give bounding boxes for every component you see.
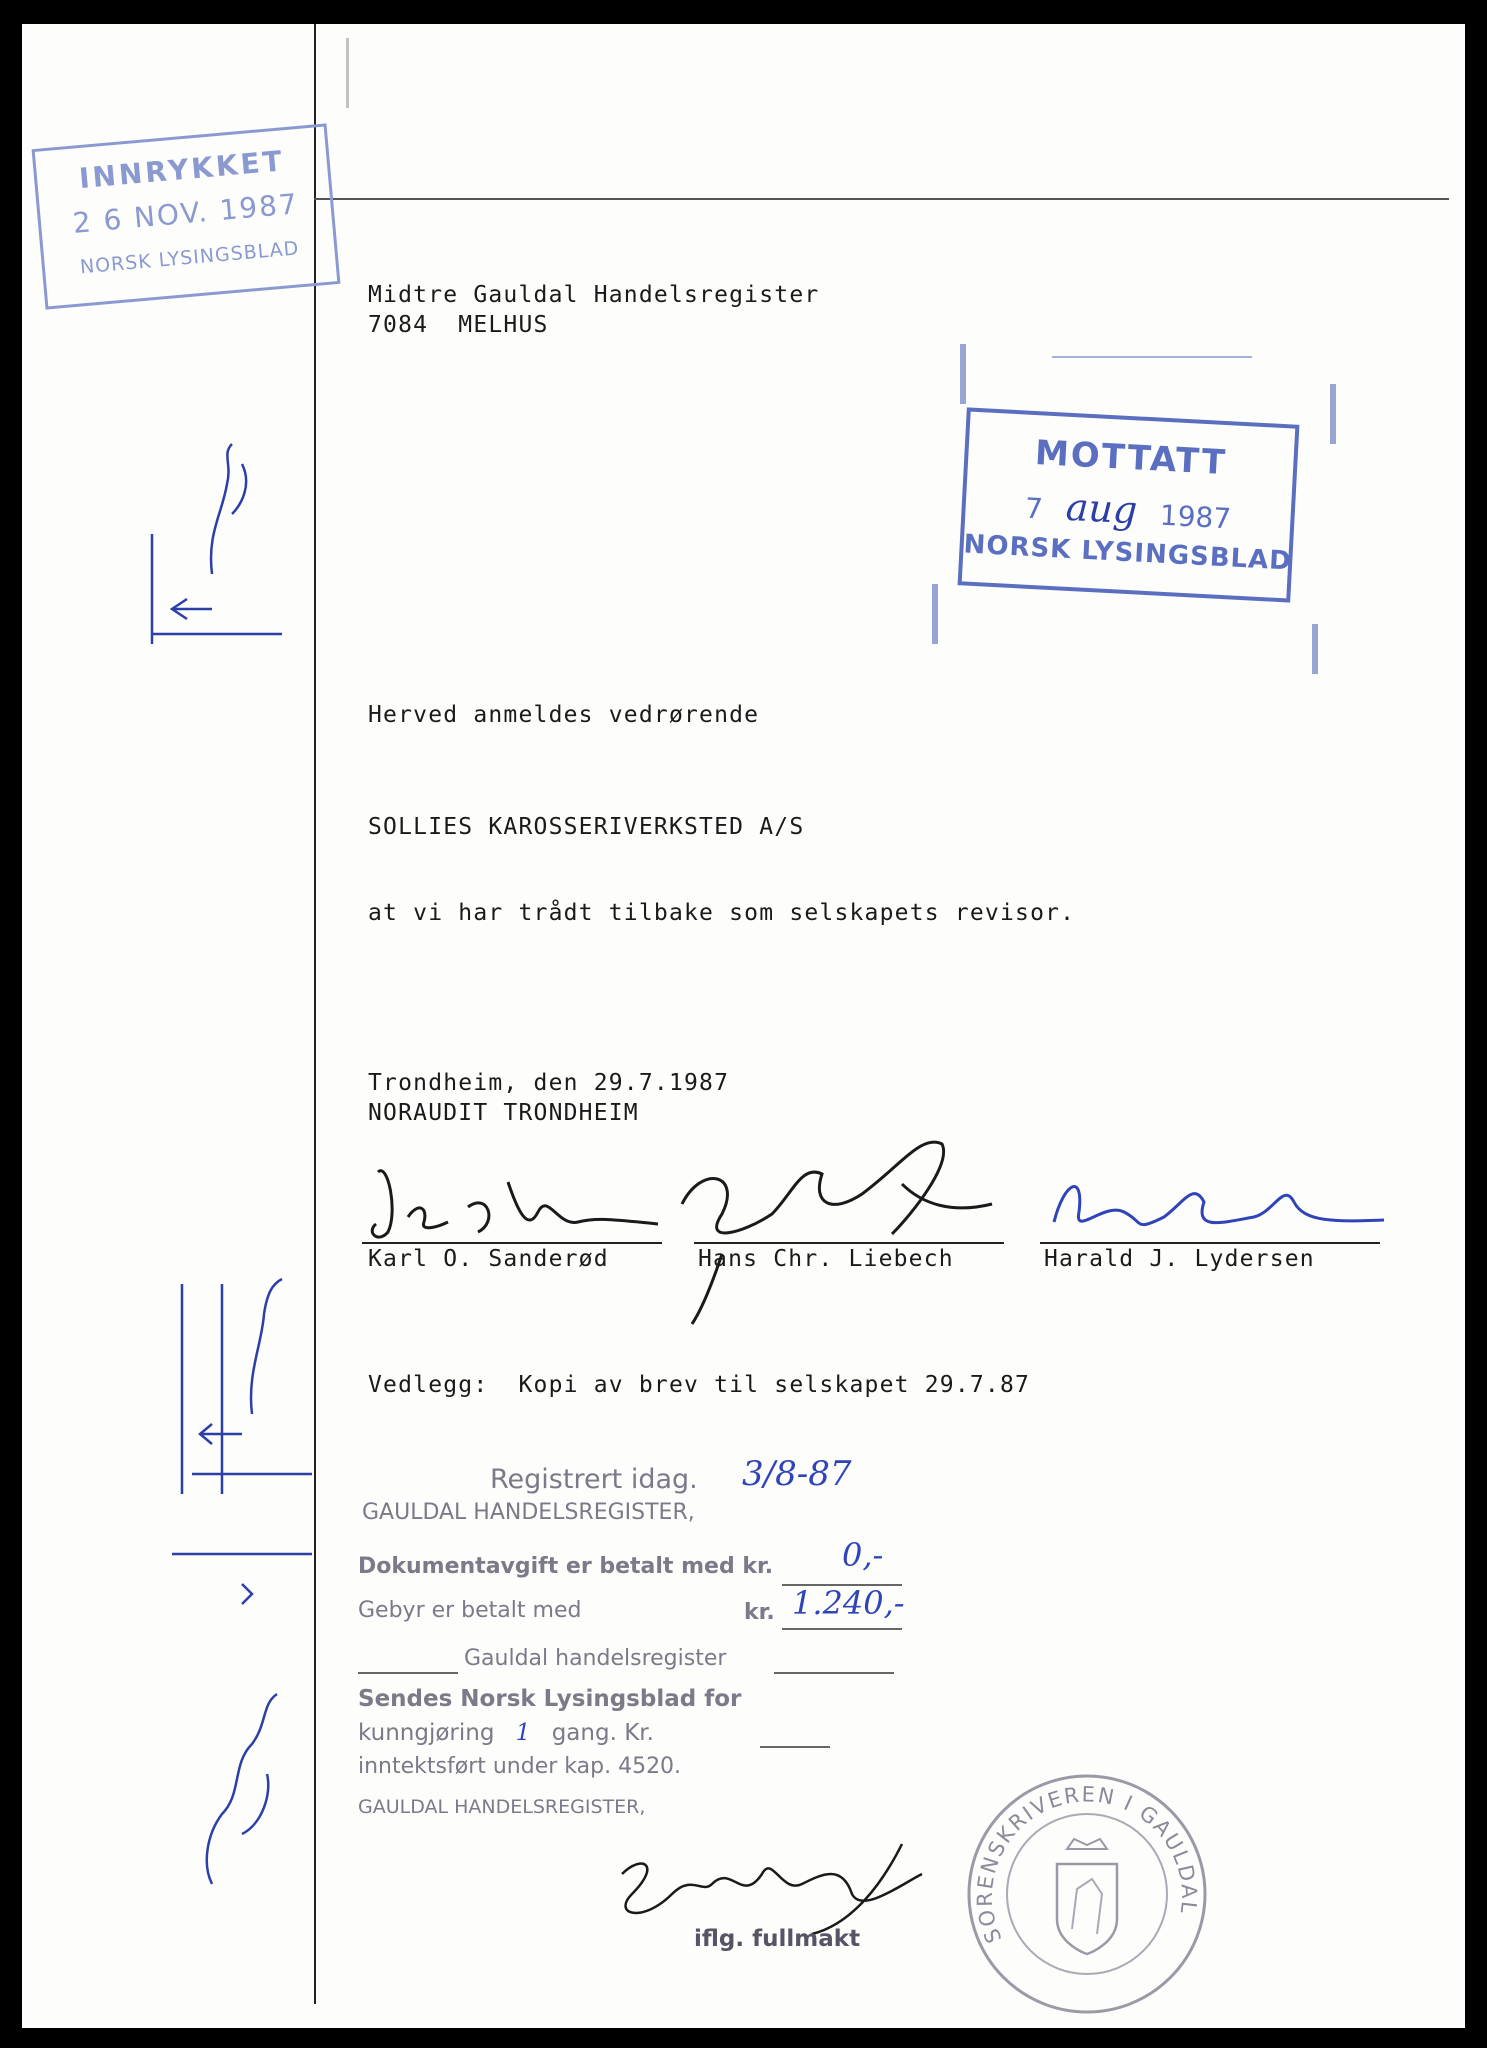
reg-register-name-2: GAULDAL HANDELSREGISTER, — [358, 1796, 646, 1818]
innrykket-stamp — [32, 123, 341, 309]
mottatt-month: aug — [1064, 484, 1139, 533]
reg-authority: iflg. fullmakt — [694, 1926, 861, 1952]
signature-sanderod — [358, 1152, 668, 1252]
scan-specks — [342, 34, 362, 124]
reg-send2 — [358, 1720, 654, 1746]
signature-lydersen — [1034, 1162, 1394, 1252]
company-name: SOLLIES KAROSSERIVERKSTED A/S — [368, 814, 805, 840]
reg-fee-kr: kr. — [744, 1600, 775, 1625]
innrykket-title: INNRYKKET — [77, 144, 287, 196]
seal-text: SORENSKRIVEREN I GAULDAL — [972, 1782, 1202, 1947]
document-page — [22, 24, 1465, 2028]
reg-fee-doc-amount: 0,- — [842, 1536, 884, 1574]
innrykket-org: NORSK LYSINGSBLAD — [79, 237, 301, 279]
signature-liebech — [662, 1124, 1022, 1334]
mottatt-org: NORSK LYSINGSBLAD — [962, 529, 1293, 577]
reg-date: 3/8-87 — [742, 1454, 852, 1494]
margin-note-4 — [182, 1684, 322, 1894]
mottatt-year: 1987 — [1159, 498, 1232, 536]
margin-note-2 — [152, 1274, 312, 1504]
reg-send1: Sendes Norsk Lysingsblad for — [358, 1686, 742, 1712]
mottatt-title: MOTTATT — [1033, 433, 1228, 484]
reg-office-line-right — [774, 1672, 894, 1674]
signatory-3: Harald J. Lydersen — [1044, 1246, 1315, 1272]
statement-text: at vi har trådt tilbake som selskapets revisor. — [368, 900, 1076, 926]
innrykket-date: 2 6 NOV. 1987 — [71, 187, 301, 240]
reg-office: Gauldal handelsregister — [464, 1646, 727, 1671]
reg-fee-amount: 1.240,- — [792, 1584, 905, 1622]
header-rule — [314, 198, 1449, 200]
reg-fee-line — [782, 1628, 902, 1630]
reg-send2-word: kunngjøring — [358, 1720, 495, 1746]
margin-note-3 — [152, 1534, 312, 1654]
margin-note-1 — [132, 424, 292, 654]
sorenskriver-seal — [962, 1769, 1212, 2019]
firm-name: NORAUDIT TRONDHEIM — [368, 1100, 639, 1126]
reg-fee-doc: Dokumentavgift er betalt med kr. — [358, 1554, 774, 1579]
recipient-name: Midtre Gauldal Handelsregister — [368, 282, 820, 308]
reg-kr-line — [760, 1746, 830, 1748]
stamp-edge-marks — [922, 324, 1342, 684]
recipient-address: 7084 MELHUS — [368, 312, 549, 338]
reg-send3: inntektsført under kap. 4520. — [358, 1754, 682, 1779]
reg-registered: Registrert idag. — [490, 1464, 698, 1495]
reg-fee: Gebyr er betalt med — [358, 1598, 582, 1623]
place-date: Trondheim, den 29.7.1987 — [368, 1070, 730, 1096]
reg-send2-count: 1 — [515, 1720, 531, 1746]
signatory-2: Hans Chr. Liebech — [698, 1246, 954, 1272]
attachment-line: Vedlegg: Kopi av brev til selskapet 29.7.87 — [368, 1372, 1031, 1398]
signatory-1: Karl O. Sanderød — [368, 1246, 609, 1272]
reg-register-name: GAULDAL HANDELSREGISTER, — [362, 1500, 695, 1525]
mottatt-day: 7 — [1024, 491, 1044, 526]
reg-send2-rest: gang. Kr. — [551, 1720, 654, 1746]
reg-office-line-left — [358, 1672, 458, 1674]
intro-text: Herved anmeldes vedrørende — [368, 702, 760, 728]
